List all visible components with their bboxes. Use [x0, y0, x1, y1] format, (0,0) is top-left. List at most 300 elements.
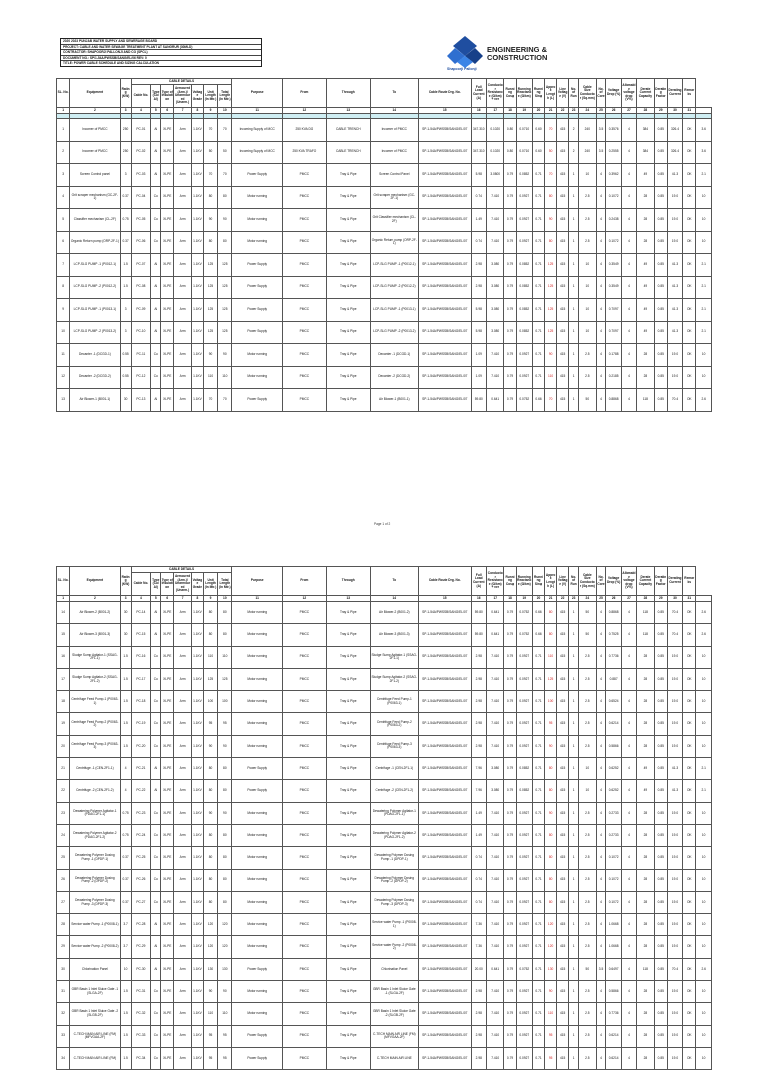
- column-index: 12: [282, 596, 326, 602]
- voltage-cell: 1.1KV: [191, 299, 203, 322]
- insulation-cell: XLPE: [161, 691, 174, 713]
- through-cell: Tray & Pipe: [326, 936, 370, 958]
- full-load-cell: 5.98: [471, 321, 486, 344]
- column-index: 3: [120, 596, 131, 602]
- route-cell: SP-1-54A/PWSSB/SANG/EL/07: [418, 344, 471, 367]
- voltage-drop-cell: 0.2185: [606, 366, 621, 389]
- route-cell: SP-1-54A/PWSSB/SANG/EL/07: [418, 824, 471, 846]
- reactance-cell: 0.0927: [516, 1003, 532, 1025]
- rating-cell: 250: [120, 119, 131, 142]
- allowable-drop-cell: 4: [621, 891, 636, 913]
- sl-cell: 29: [57, 936, 70, 958]
- pf-cell: 0.79: [504, 209, 516, 232]
- remarks-cell: OK: [683, 389, 696, 412]
- derating-current-cell: 19.0: [667, 713, 682, 735]
- full-load-cell: 0.74: [471, 847, 486, 869]
- cable-size-cell: 2.5: [579, 186, 597, 209]
- reactance-cell: 0.0927: [516, 914, 532, 936]
- rating-cell: 30: [120, 624, 131, 646]
- derating-current-cell: 326.4: [667, 119, 682, 142]
- line-voltage-cell: 415: [557, 691, 569, 713]
- derating-current-cell: 19.0: [667, 891, 682, 913]
- pf-cell: 0.79: [504, 1025, 516, 1047]
- voltage-drop-cell: 0.3549: [606, 276, 621, 299]
- through-cell: Tray & Pipe: [326, 691, 370, 713]
- col-derate: Derate Current Capacity: [637, 567, 655, 596]
- cores-cell: 4: [596, 254, 606, 277]
- pf-cell: 0.79: [504, 735, 516, 757]
- cable-no-cell: PC-24: [131, 824, 151, 846]
- cores-cell: 4: [596, 780, 606, 802]
- equipment-cell: Air Blower-3 (B001-3): [70, 624, 120, 646]
- type-cell: Cu: [151, 231, 161, 254]
- cores-cell: 4: [596, 847, 606, 869]
- column-index: 26: [606, 108, 621, 114]
- resistance-cell: 7.410: [486, 1047, 504, 1069]
- column-index: 6: [161, 596, 174, 602]
- sin-cell: 0.71: [533, 914, 545, 936]
- remarks-cell: OK: [683, 321, 696, 344]
- sl-cell: 5: [57, 209, 70, 232]
- table-row: [57, 1047, 712, 1069]
- column-index: 7: [174, 596, 192, 602]
- table-row: [57, 254, 712, 277]
- derating-factor-cell: 0.85: [654, 1047, 667, 1069]
- armour-cell: Arm: [174, 981, 192, 1003]
- total-length-cell: 130: [218, 958, 232, 980]
- through-cell: Tray & Pipe: [326, 735, 370, 757]
- route-cell: SP-1-54A/PWSSB/SANG/EL/07: [418, 914, 471, 936]
- equipment-cell: Air Blower-2 (B001-2): [70, 602, 120, 624]
- type-cell: Al: [151, 936, 161, 958]
- pf-cell: 0.79: [504, 981, 516, 1003]
- cable-size-cell: 2.5: [579, 981, 597, 1003]
- col-route: Cable Route Drg. No.: [418, 79, 471, 108]
- cores-cell: 3.5: [596, 958, 606, 980]
- remarks-cell: OK: [683, 119, 696, 142]
- full-load-cell: 0.74: [471, 869, 486, 891]
- cores-cell: 4: [596, 1047, 606, 1069]
- column-index: 15: [418, 596, 471, 602]
- rating-cell: 1.5: [120, 1047, 131, 1069]
- unit-length-cell: 80: [203, 869, 217, 891]
- cable-no-cell: PC-26: [131, 869, 151, 891]
- resistance-cell: 0.1020: [486, 119, 504, 142]
- allowable-drop-cell: 4: [621, 141, 636, 164]
- through-cell: Tray & Pipe: [326, 186, 370, 209]
- col-total-length: Total Length (In Mtr.): [218, 573, 232, 596]
- resistance-cell: 0.1020: [486, 141, 504, 164]
- from-cell: PMCC: [282, 646, 326, 668]
- line-voltage-cell: 415: [557, 344, 569, 367]
- column-index: 5: [151, 596, 161, 602]
- extra-cell: 10: [696, 209, 712, 232]
- extra-cell: 2.1: [696, 780, 712, 802]
- extra-cell: 2.6: [696, 958, 712, 980]
- derate-cell: 28: [637, 366, 655, 389]
- route-cell: SP-1-54A/PWSSB/SANG/EL/07: [418, 231, 471, 254]
- armour-cell: Arm: [174, 602, 192, 624]
- through-cell: Tray & Pipe: [326, 231, 370, 254]
- through-cell: Tray & Pipe: [326, 602, 370, 624]
- sin-cell: 0.71: [533, 254, 545, 277]
- pf-cell: 0.79: [504, 824, 516, 846]
- from-cell: PMCC: [282, 209, 326, 232]
- length-cell: 120: [545, 936, 557, 958]
- rating-cell: 3: [120, 321, 131, 344]
- to-cell: Incomer of PMCC: [370, 119, 418, 142]
- cable-size-cell: 2.5: [579, 1025, 597, 1047]
- cable-size-cell: 50: [579, 389, 597, 412]
- remarks-cell: OK: [683, 141, 696, 164]
- from-cell: PMCC: [282, 847, 326, 869]
- equipment-cell: Dewatering Polymer Dosing Pump -1 (DPDP-1): [70, 847, 120, 869]
- resistance-cell: 7.410: [486, 914, 504, 936]
- derating-current-cell: 19.0: [667, 209, 682, 232]
- col-through: Through: [326, 79, 370, 108]
- runs-cell: 1: [569, 847, 579, 869]
- cable-no-cell: PC-17: [131, 668, 151, 690]
- unit-length-cell: 70: [203, 119, 217, 142]
- line-voltage-cell: 415: [557, 914, 569, 936]
- from-cell: PMCC: [282, 1025, 326, 1047]
- armour-cell: Arm: [174, 914, 192, 936]
- resistance-cell: 7.410: [486, 344, 504, 367]
- unit-length-cell: 100: [203, 691, 217, 713]
- runs-cell: 1: [569, 713, 579, 735]
- to-cell: Centrifuge Feed Pump-2 (P0063-2): [370, 713, 418, 735]
- table-row: [57, 209, 712, 232]
- remarks-cell: OK: [683, 624, 696, 646]
- reactance-cell: 0.0852: [516, 780, 532, 802]
- column-index: 18: [504, 596, 516, 602]
- armour-cell: Arm: [174, 119, 192, 142]
- cable-no-cell: PC-22: [131, 780, 151, 802]
- unit-length-cell: 90: [203, 735, 217, 757]
- total-length-cell: 50: [218, 141, 232, 164]
- voltage-cell: 1.1KV: [191, 646, 203, 668]
- sl-cell: 26: [57, 869, 70, 891]
- runs-cell: 1: [569, 186, 579, 209]
- cable-size-cell: 2.5: [579, 936, 597, 958]
- sin-cell: 0.60: [533, 119, 545, 142]
- through-cell: Tray & Pipe: [326, 344, 370, 367]
- extra-cell: 10: [696, 366, 712, 389]
- extra-cell: 10: [696, 186, 712, 209]
- derating-current-cell: 19.0: [667, 914, 682, 936]
- armour-cell: Arm: [174, 646, 192, 668]
- resistance-cell: 3.080: [486, 276, 504, 299]
- resistance-cell: 0.641: [486, 958, 504, 980]
- total-length-cell: 90: [218, 209, 232, 232]
- cable-size-cell: 10: [579, 254, 597, 277]
- purpose-cell: Motor running: [232, 802, 282, 824]
- runs-cell: 1: [569, 276, 579, 299]
- cable-no-cell: PC-05: [131, 209, 151, 232]
- table-row: [57, 186, 712, 209]
- derate-cell: 28: [637, 186, 655, 209]
- to-cell: Chlorination Panel: [370, 958, 418, 980]
- type-cell: Cu: [151, 824, 161, 846]
- length-cell: 50: [545, 141, 557, 164]
- voltage-cell: 1.1KV: [191, 141, 203, 164]
- to-cell: LCP-SLG PUMP -2 (P0013-2): [370, 321, 418, 344]
- length-cell: 90: [545, 981, 557, 1003]
- unit-length-cell: 120: [203, 914, 217, 936]
- derate-cell: 384: [637, 119, 655, 142]
- cores-cell: 4: [596, 914, 606, 936]
- line-voltage-cell: 415: [557, 668, 569, 690]
- cores-cell: 4: [596, 1003, 606, 1025]
- reactance-cell: 0.0927: [516, 847, 532, 869]
- derating-current-cell: 19.0: [667, 691, 682, 713]
- purpose-cell: Motor running: [232, 891, 282, 913]
- line-voltage-cell: 415: [557, 735, 569, 757]
- column-index: 2: [70, 596, 120, 602]
- column-index: 19: [516, 596, 532, 602]
- runs-cell: 1: [569, 1025, 579, 1047]
- to-cell: Centrifuge Feed Pump-3 (P0063-3): [370, 735, 418, 757]
- logo-brand: Shapoorji Pallonji: [447, 67, 477, 71]
- runs-cell: 1: [569, 691, 579, 713]
- column-index: 29: [654, 108, 667, 114]
- derating-factor-cell: 0.85: [654, 646, 667, 668]
- voltage-cell: 1.1KV: [191, 914, 203, 936]
- cable-size-cell: 2.5: [579, 802, 597, 824]
- purpose-cell: Incoming Supply of MCC: [232, 141, 282, 164]
- derate-cell: 28: [637, 981, 655, 1003]
- resistance-cell: 7.410: [486, 713, 504, 735]
- cable-size-cell: 2.5: [579, 646, 597, 668]
- through-cell: Tray & Pipe: [326, 758, 370, 780]
- voltage-cell: 1.1KV: [191, 366, 203, 389]
- route-cell: SP-1-54A/PWSSB/SANG/EL/07: [418, 847, 471, 869]
- cable-no-cell: PC-23: [131, 802, 151, 824]
- equipment-cell: C-TECH MAIN AIR LINE (FM) (MFVGAA-2F): [70, 1025, 120, 1047]
- cable-no-cell: PC-25: [131, 847, 151, 869]
- length-cell: 80: [545, 602, 557, 624]
- allowable-drop-cell: 4: [621, 958, 636, 980]
- full-load-cell: 2.98: [471, 1003, 486, 1025]
- equipment-cell: Sludge Sump Agitator-1 (SSAG-2F1-1): [70, 646, 120, 668]
- cores-cell: 4: [596, 713, 606, 735]
- to-cell: Dewatering Polymer Dosing Pump -1 (DPDP-1): [370, 847, 418, 869]
- remarks-cell: OK: [683, 1047, 696, 1069]
- equipment-cell: LCP-SLG PUMP -2 (P0013-2): [70, 321, 120, 344]
- type-cell: Cu: [151, 668, 161, 690]
- full-load-cell: 2.98: [471, 691, 486, 713]
- equipment-cell: Centrifuge Feed Pump-2 (P0063-2): [70, 713, 120, 735]
- insulation-cell: XLPE: [161, 1047, 174, 1069]
- voltage-drop-cell: 0.8868: [606, 389, 621, 412]
- rating-cell: 0.37: [120, 847, 131, 869]
- route-cell: SP-1-54A/PWSSB/SANG/EL/07: [418, 624, 471, 646]
- cable-no-cell: PC-13: [131, 389, 151, 412]
- sl-cell: 16: [57, 646, 70, 668]
- resistance-cell: 0.641: [486, 389, 504, 412]
- unit-length-cell: 130: [203, 958, 217, 980]
- total-length-cell: 90: [218, 344, 232, 367]
- sl-cell: 3: [57, 164, 70, 187]
- remarks-cell: OK: [683, 344, 696, 367]
- page-number: Page 1 of 2: [374, 522, 391, 526]
- sin-cell: 0.71: [533, 1003, 545, 1025]
- sl-cell: 22: [57, 780, 70, 802]
- rating-cell: 0.37: [120, 231, 131, 254]
- to-cell: Incomer of PMCC: [370, 141, 418, 164]
- type-cell: Cu: [151, 344, 161, 367]
- total-length-cell: 80: [218, 891, 232, 913]
- allowable-drop-cell: 4: [621, 231, 636, 254]
- route-cell: SP-1-54A/PWSSB/SANG/EL/07: [418, 389, 471, 412]
- voltage-cell: 1.1KV: [191, 780, 203, 802]
- insulation-cell: XLPE: [161, 1003, 174, 1025]
- col-insulation: Type of Insulation: [161, 85, 174, 108]
- reactance-cell: 0.0852: [516, 299, 532, 322]
- through-cell: Tray & Pipe: [326, 981, 370, 1003]
- purpose-cell: Motor running: [232, 1003, 282, 1025]
- pf-cell: 0.79: [504, 389, 516, 412]
- derate-cell: 118: [637, 602, 655, 624]
- through-cell: Tray & Pipe: [326, 299, 370, 322]
- extra-cell: 10: [696, 936, 712, 958]
- from-cell: 250 KVA DG: [282, 119, 326, 142]
- derate-cell: 49: [637, 321, 655, 344]
- col-fl: Full Load Current (A): [471, 567, 486, 596]
- through-cell: Tray & Pipe: [326, 1003, 370, 1025]
- sl-cell: 23: [57, 802, 70, 824]
- column-index: 28: [637, 596, 655, 602]
- cores-cell: 3.5: [596, 141, 606, 164]
- extra-cell: 10: [696, 981, 712, 1003]
- derating-current-cell: 70.4: [667, 958, 682, 980]
- pf-cell: 0.79: [504, 713, 516, 735]
- column-index: 15: [418, 108, 471, 114]
- allowable-drop-cell: 4: [621, 1003, 636, 1025]
- derating-factor-cell: 0.85: [654, 914, 667, 936]
- equipment-cell: Sludge Sump Agitator-2 (SSAG-2F1-2): [70, 668, 120, 690]
- derating-factor-cell: 0.85: [654, 186, 667, 209]
- runs-cell: 1: [569, 164, 579, 187]
- reactance-cell: 0.0927: [516, 646, 532, 668]
- to-cell: Service water Pump -1 (P0008-1): [370, 914, 418, 936]
- resistance-cell: 7.410: [486, 802, 504, 824]
- to-cell: Centrifuge -1 (CEN-2F1-1): [370, 758, 418, 780]
- cores-cell: 4: [596, 936, 606, 958]
- unit-length-cell: 110: [203, 1003, 217, 1025]
- total-length-cell: 125: [218, 321, 232, 344]
- derating-factor-cell: 0.85: [654, 958, 667, 980]
- insulation-cell: XLPE: [161, 824, 174, 846]
- full-load-cell: 59.80: [471, 602, 486, 624]
- cable-size-cell: 10: [579, 299, 597, 322]
- insulation-cell: XLPE: [161, 164, 174, 187]
- purpose-cell: Motor running: [232, 936, 282, 958]
- table-row: [57, 958, 712, 980]
- from-cell: PMCC: [282, 299, 326, 322]
- equipment-cell: LCP-SLG PUMP -1 (P0012-1): [70, 254, 120, 277]
- sl-cell: 19: [57, 713, 70, 735]
- table-header: [57, 79, 712, 114]
- rating-cell: 3.7: [120, 936, 131, 958]
- route-cell: SP-1-54A/PWSSB/SANG/EL/07: [418, 646, 471, 668]
- sl-cell: 34: [57, 1047, 70, 1069]
- purpose-cell: Motor running: [232, 713, 282, 735]
- column-index: 11: [232, 108, 282, 114]
- unit-length-cell: 80: [203, 231, 217, 254]
- purpose-cell: Motor running: [232, 366, 282, 389]
- length-cell: 110: [545, 646, 557, 668]
- table-row: [57, 141, 712, 164]
- total-length-cell: 80: [218, 847, 232, 869]
- full-load-cell: 59.80: [471, 389, 486, 412]
- cable-size-cell: 50: [579, 958, 597, 980]
- insulation-cell: XLPE: [161, 646, 174, 668]
- sin-cell: 0.71: [533, 758, 545, 780]
- through-cell: Tray & Pipe: [326, 389, 370, 412]
- pf-cell: 0.79: [504, 668, 516, 690]
- derating-factor-cell: 0.85: [654, 668, 667, 690]
- full-load-cell: 0.74: [471, 231, 486, 254]
- table-row: [57, 321, 712, 344]
- total-length-cell: 100: [218, 691, 232, 713]
- line-voltage-cell: 415: [557, 119, 569, 142]
- sin-cell: 0.71: [533, 802, 545, 824]
- cores-cell: 4: [596, 186, 606, 209]
- cable-no-cell: PC-14: [131, 602, 151, 624]
- derate-cell: 49: [637, 780, 655, 802]
- type-cell: Al: [151, 958, 161, 980]
- line-voltage-cell: 415: [557, 802, 569, 824]
- derating-current-cell: 41.3: [667, 321, 682, 344]
- cable-schedule-table: [56, 78, 712, 412]
- through-cell: CABLE TRENCH: [326, 119, 370, 142]
- length-cell: 100: [545, 691, 557, 713]
- reactance-cell: 0.0927: [516, 936, 532, 958]
- pf-cell: 0.79: [504, 1047, 516, 1069]
- armour-cell: Arm: [174, 1025, 192, 1047]
- total-length-cell: 80: [218, 869, 232, 891]
- derating-current-cell: 326.4: [667, 141, 682, 164]
- col-size: Cable Size Conductor (Sq.mm): [579, 79, 597, 108]
- rating-cell: 1.5: [120, 276, 131, 299]
- route-cell: SP-1-54A/PWSSB/SANG/EL/07: [418, 1025, 471, 1047]
- extra-cell: 2.6: [696, 602, 712, 624]
- reactance-cell: 0.0927: [516, 735, 532, 757]
- voltage-cell: 1.1KV: [191, 958, 203, 980]
- sl-cell: 10: [57, 321, 70, 344]
- purpose-cell: Motor running: [232, 209, 282, 232]
- type-cell: Cu: [151, 209, 161, 232]
- extra-cell: 2.6: [696, 624, 712, 646]
- cores-cell: 4: [596, 891, 606, 913]
- sin-cell: 0.71: [533, 1025, 545, 1047]
- column-index: 12: [282, 108, 326, 114]
- sin-cell: 0.71: [533, 164, 545, 187]
- pf-cell: 0.79: [504, 758, 516, 780]
- voltage-drop-cell: 0.6214: [606, 713, 621, 735]
- insulation-cell: XLPE: [161, 321, 174, 344]
- length-cell: 95: [545, 1025, 557, 1047]
- allowable-drop-cell: 4: [621, 646, 636, 668]
- line-voltage-cell: 415: [557, 186, 569, 209]
- reactance-cell: 0.0752: [516, 624, 532, 646]
- full-load-cell: 1.49: [471, 824, 486, 846]
- route-cell: SP-1-54A/PWSSB/SANG/EL/07: [418, 186, 471, 209]
- to-cell: Centrifuge Feed Pump-1 (P0063-1): [370, 691, 418, 713]
- extra-cell: 10: [696, 1047, 712, 1069]
- column-index: 23: [569, 108, 579, 114]
